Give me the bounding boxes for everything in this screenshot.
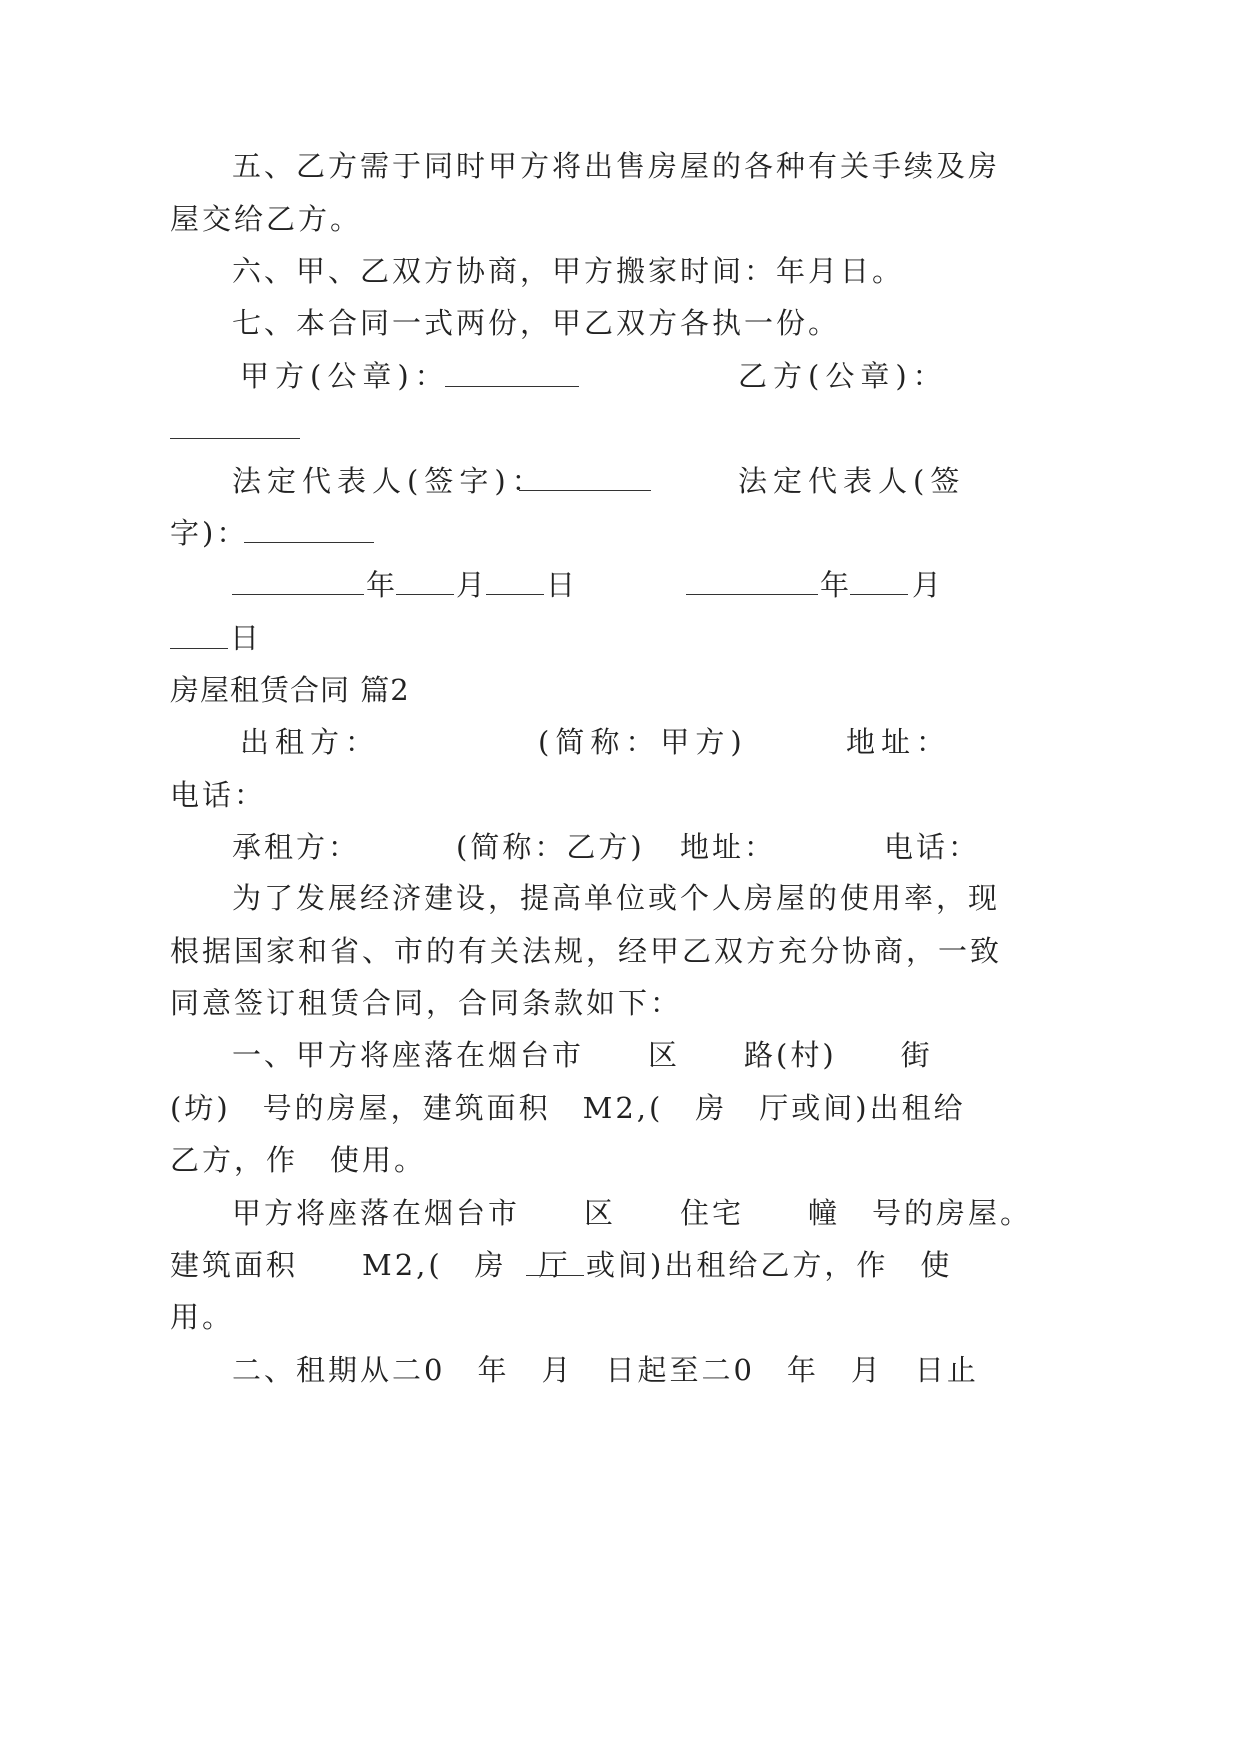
lessee-address-label: 地址： bbox=[680, 830, 777, 864]
date-b-year: 年 bbox=[820, 568, 853, 602]
clause-5-line-2: 屋交给乙方。 bbox=[170, 202, 363, 236]
party-a-seal-blank bbox=[445, 360, 579, 387]
article-1b-line-1: 甲方将座落在烟台市 区 住宅 幢 号的房屋。 bbox=[232, 1196, 1033, 1230]
clause-5-line-1: 五、乙方需于同时甲方将出售房屋的各种有关手续及房 bbox=[232, 149, 1001, 183]
date-b-month-blank bbox=[850, 568, 908, 595]
party-b-rep-label: 法定代表人(签 bbox=[738, 464, 966, 498]
party-a-seal-label: 甲方(公章)： bbox=[240, 359, 450, 393]
party-a-rep-label: 法定代表人(签字)： bbox=[232, 464, 547, 498]
article-1-line-3: 乙方，作 使用。 bbox=[170, 1143, 427, 1177]
article-1b-blank bbox=[526, 1249, 584, 1276]
preamble-line-3: 同意签订租赁合同，合同条款如下： bbox=[170, 986, 683, 1020]
party-b-rep-label-cont: 字)： bbox=[170, 516, 249, 550]
date-a-day-blank bbox=[486, 568, 544, 595]
article-1-line-2: (坊) 号的房屋，建筑面积 M2,( 房 厅或间)出租给 bbox=[170, 1091, 966, 1125]
clause-7: 七、本合同一式两份，甲乙双方各执一份。 bbox=[232, 306, 841, 340]
article-2-line-1: 二、租期从二0 年 月 日起至二0 年 月 日止 bbox=[232, 1353, 979, 1387]
article-1b-line-2a: 建筑面积 M2,( 房 厅 bbox=[170, 1248, 571, 1282]
party-a-rep-blank bbox=[519, 464, 651, 491]
lessor-label: 出租方： bbox=[240, 725, 381, 759]
lessor-address-label: 地址： bbox=[846, 725, 952, 759]
article-1b-line-3: 用。 bbox=[170, 1300, 235, 1334]
date-b-month: 月 bbox=[912, 568, 945, 602]
date-a-month: 月 bbox=[456, 568, 489, 602]
party-b-seal-label: 乙方(公章)： bbox=[738, 359, 948, 393]
preamble-line-1: 为了发展经济建设，提高单位或个人房屋的使用率，现 bbox=[232, 881, 1001, 915]
date-a-month-blank bbox=[396, 568, 454, 595]
date-b-day: 日 bbox=[230, 621, 263, 655]
preamble-line-2: 根据国家和省、市的有关法规，经甲乙双方充分协商，一致 bbox=[170, 934, 1003, 968]
lessor-abbr: (简称：甲方) bbox=[538, 725, 748, 759]
lessee-abbr: (简称：乙方) bbox=[456, 830, 645, 864]
section-title: 房屋租赁合同 篇2 bbox=[170, 673, 410, 707]
date-b-year-blank bbox=[686, 568, 818, 595]
clause-6: 六、甲、乙双方协商，甲方搬家时间：年月日。 bbox=[232, 254, 905, 288]
article-1b-line-2b: 或间)出租给乙方，作 使 bbox=[586, 1248, 953, 1282]
lessee-label: 承租方： bbox=[232, 830, 361, 864]
date-a-year: 年 bbox=[366, 568, 399, 602]
party-b-rep-blank bbox=[244, 516, 374, 543]
party-b-seal-blank bbox=[170, 412, 300, 439]
lessee-phone-label: 电话： bbox=[884, 830, 981, 864]
article-1-line-1: 一、甲方将座落在烟台市 区 路(村) 街 bbox=[232, 1038, 933, 1072]
date-b-day-blank bbox=[170, 622, 228, 649]
lessor-phone-label: 电话： bbox=[170, 778, 267, 812]
date-a-day: 日 bbox=[546, 568, 579, 602]
date-a-year-blank bbox=[232, 568, 364, 595]
